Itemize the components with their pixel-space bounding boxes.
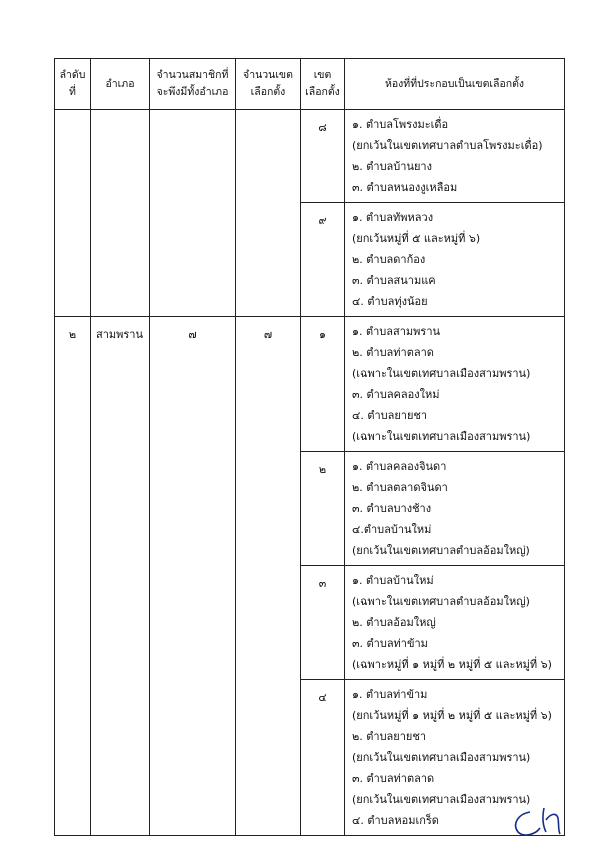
area-line: (เฉพาะในเขตเทศบาลเมืองสามพราน) <box>352 430 531 443</box>
cell-empty <box>91 110 150 317</box>
district-count: ๗ <box>236 317 301 836</box>
district-areas <box>345 110 565 203</box>
area-line: (ยกเว้นในเขตเทศบาลเมืองสามพราน) <box>352 793 531 806</box>
district-number: ๓ <box>301 566 345 680</box>
district-areas <box>345 452 565 566</box>
cell-empty <box>55 110 91 317</box>
area-line: ๑. ตำบลคลองจินดา <box>352 460 447 473</box>
order-number: ๒ <box>55 317 91 836</box>
area-line: ๒. ตำบลบ้านยาง <box>352 160 432 173</box>
area-line: ๒. ตำบลตลาดจินดา <box>352 481 448 494</box>
area-line: ๓. ตำบลบางช้าง <box>352 502 432 515</box>
area-line: ๒. ตำบลดาก้อง <box>352 253 426 266</box>
area-line: (เฉพาะในเขตเทศบาลตำบลอ้อมใหญ่) <box>352 595 530 608</box>
header-district-count: จำนวนเขต เลือกตั้ง <box>236 59 301 110</box>
area-line: ๑. ตำบลบ้านใหม่ <box>352 574 434 587</box>
district-number: ๒ <box>301 452 345 566</box>
area-line: ๓. ตำบลคลองใหม่ <box>352 388 440 401</box>
constituency-table <box>54 58 565 836</box>
district-number: ๘ <box>301 110 345 203</box>
area-line: ๒. ตำบลยายชา <box>352 730 426 743</box>
area-line: ๔. ตำบลยายชา <box>352 409 428 422</box>
amphoe-name: สามพราน <box>91 317 150 836</box>
area-line: (ยกเว้นหมู่ที่ ๑ หมู่ที่ ๒ หมู่ที่ ๕ และหมู่ที่ ๖) <box>352 709 552 722</box>
area-line: (เฉพาะหมู่ที่ ๑ หมู่ที่ ๒ หมู่ที่ ๕ และหมู่ที่ ๖) <box>352 658 552 671</box>
header-areas: ห้องที่ที่ประกอบเป็นเขตเลือกตั้ง <box>345 59 565 110</box>
area-line: ๓. ตำบลท่าข้าม <box>352 637 428 650</box>
header-amphoe: อำเภอ <box>91 59 150 110</box>
district-number: ๙ <box>301 203 345 317</box>
district-number: ๑ <box>301 317 345 452</box>
area-line: ๔. ตำบลทุ่งน้อย <box>352 295 428 308</box>
table-row <box>55 110 565 203</box>
header-members: จำนวนสมาชิกที่ จะพึงมีทั้งอำเภอ <box>150 59 236 110</box>
header-order: ลำดับ ที่ <box>55 59 91 110</box>
district-areas <box>345 203 565 317</box>
area-line: (ยกเว้นหมู่ที่ ๕ และหมู่ที่ ๖) <box>352 232 481 245</box>
district-areas <box>345 317 565 452</box>
area-line: ๒. ตำบลท่าตลาด <box>352 346 434 359</box>
area-line: (ยกเว้นในเขตเทศบาลตำบลอ้อมใหญ่) <box>352 544 530 557</box>
area-line: ๓. ตำบลสนามแค <box>352 274 436 287</box>
area-line: (ยกเว้นในเขตเทศบาลเมืองสามพราน) <box>352 751 531 764</box>
signature-mark <box>500 800 570 845</box>
area-line: ๑. ตำบลท่าข้าม <box>352 688 428 701</box>
area-line: ๔.ตำบลบ้านใหม่ <box>352 523 432 536</box>
table-header-row <box>55 59 565 110</box>
cell-empty <box>150 110 236 317</box>
member-count: ๗ <box>150 317 236 836</box>
district-areas <box>345 566 565 680</box>
table-row <box>55 317 565 452</box>
area-line: (ยกเว้นในเขตเทศบาลตำบลโพรงมะเดื่อ) <box>352 139 543 152</box>
area-line: ๔. ตำบลหอมเกร็ด <box>352 814 439 827</box>
header-district: เขต เลือกตั้ง <box>301 59 345 110</box>
area-line: ๑. ตำบลโพรงมะเดื่อ <box>352 118 449 131</box>
area-line: ๑. ตำบลทัพหลวง <box>352 211 434 224</box>
area-line: (เฉพาะในเขตเทศบาลเมืองสามพราน) <box>352 367 531 380</box>
area-line: ๒. ตำบลอ้อมใหญ่ <box>352 616 436 629</box>
area-line: ๑. ตำบลสามพราน <box>352 325 441 338</box>
cell-empty <box>236 110 301 317</box>
area-line: ๓. ตำบลท่าตลาด <box>352 772 435 785</box>
district-number: ๔ <box>301 680 345 836</box>
area-line: ๓. ตำบลหนองงูเหลือม <box>352 181 458 194</box>
